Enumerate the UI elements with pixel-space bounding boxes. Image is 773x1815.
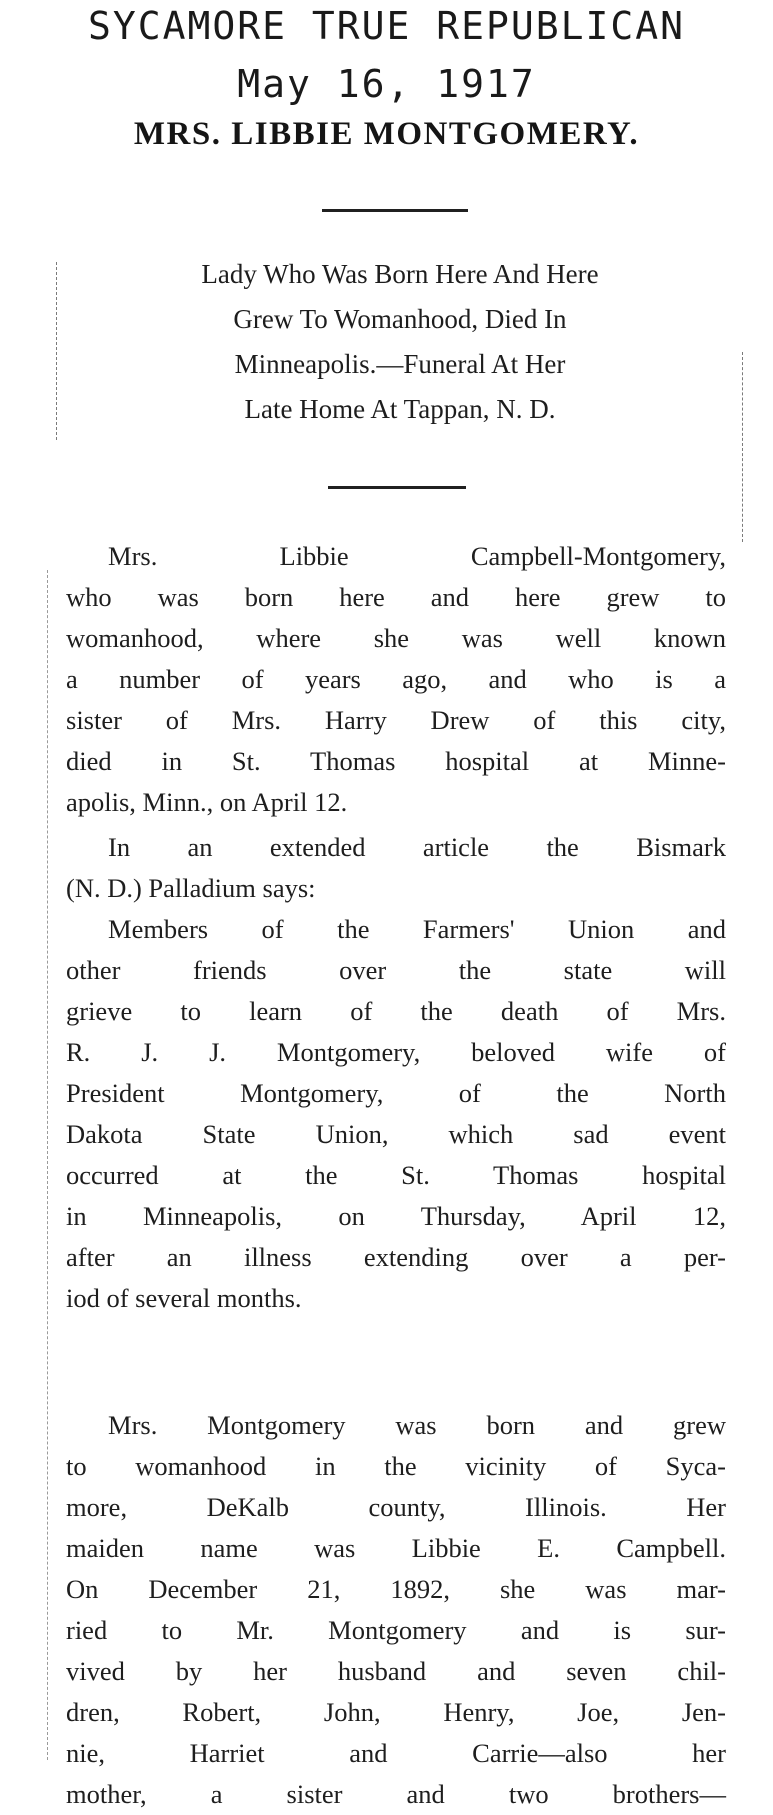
text-line: Mrs. Libbie Campbell-Montgomery, — [108, 541, 726, 571]
article-headline: MRS. LIBBIE MONTGOMERY. — [133, 116, 640, 152]
publication-date: May 16, 1917 — [237, 62, 536, 106]
text-line: dren, Robert, John, Henry, Joe, Jen- — [66, 1697, 726, 1727]
article-paragraph — [66, 536, 726, 823]
clipping-edge-right — [742, 352, 743, 542]
text-line: ried to Mr. Montgomery and is sur- — [66, 1615, 726, 1645]
text-line: iod of several months. — [66, 1283, 302, 1313]
text-line: maiden name was Libbie E. Campbell. — [66, 1533, 726, 1563]
article-paragraph — [66, 909, 726, 1319]
text-line: mother, a sister and two brothers— — [66, 1779, 726, 1809]
subheadline-line: Grew To Womanhood, Died In — [233, 304, 567, 334]
text-line: nie, Harriet and Carrie—also her — [66, 1738, 726, 1768]
text-line: more, DeKalb county, Illinois. Her — [66, 1492, 726, 1522]
text-line: who was born here and here grew to — [66, 582, 726, 612]
headline-divider — [322, 209, 468, 212]
text-line: died in St. Thomas hospital at Minne- — [66, 746, 726, 776]
article-subheadline — [62, 252, 738, 432]
text-line: Dakota State Union, which sad event — [66, 1119, 726, 1149]
text-line: to womanhood in the vicinity of Syca- — [66, 1451, 726, 1481]
column-edge-left — [47, 570, 48, 1760]
text-line: occurred at the St. Thomas hospital — [66, 1160, 726, 1190]
subheadline-line: Minneapolis.—Funeral At Her — [234, 349, 566, 379]
clipping-edge-left — [56, 262, 57, 440]
article-paragraph — [66, 827, 726, 909]
text-line: vived by her husband and seven chil- — [66, 1656, 726, 1686]
text-line: apolis, Minn., on April 12. — [66, 787, 348, 817]
text-line: womanhood, where she was well known — [66, 623, 726, 653]
newspaper-name: SYCAMORE TRUE REPUBLICAN — [87, 4, 686, 48]
subheadline-divider — [328, 486, 466, 489]
text-line: Members of the Farmers' Union and — [108, 914, 726, 944]
text-line: other friends over the state will — [66, 955, 726, 985]
text-line: (N. D.) Palladium says: — [66, 873, 316, 903]
text-line: in Minneapolis, on Thursday, April 12, — [66, 1201, 726, 1231]
text-line: Mrs. Montgomery was born and grew — [108, 1410, 726, 1440]
article-paragraph — [66, 1405, 726, 1815]
text-line: On December 21, 1892, she was mar- — [66, 1574, 726, 1604]
text-line: President Montgomery, of the North — [66, 1078, 726, 1108]
text-line: sister of Mrs. Harry Drew of this city, — [66, 705, 726, 735]
text-line: grieve to learn of the death of Mrs. — [66, 996, 726, 1026]
subheadline-line: Late Home At Tappan, N. D. — [244, 394, 556, 424]
subheadline-line: Lady Who Was Born Here And Here — [201, 259, 599, 289]
text-line: a number of years ago, and who is a — [66, 664, 726, 694]
text-line: In an extended article the Bismark — [108, 832, 726, 862]
text-line: R. J. J. Montgomery, beloved wife of — [66, 1037, 726, 1067]
text-line: after an illness extending over a per- — [66, 1242, 726, 1272]
